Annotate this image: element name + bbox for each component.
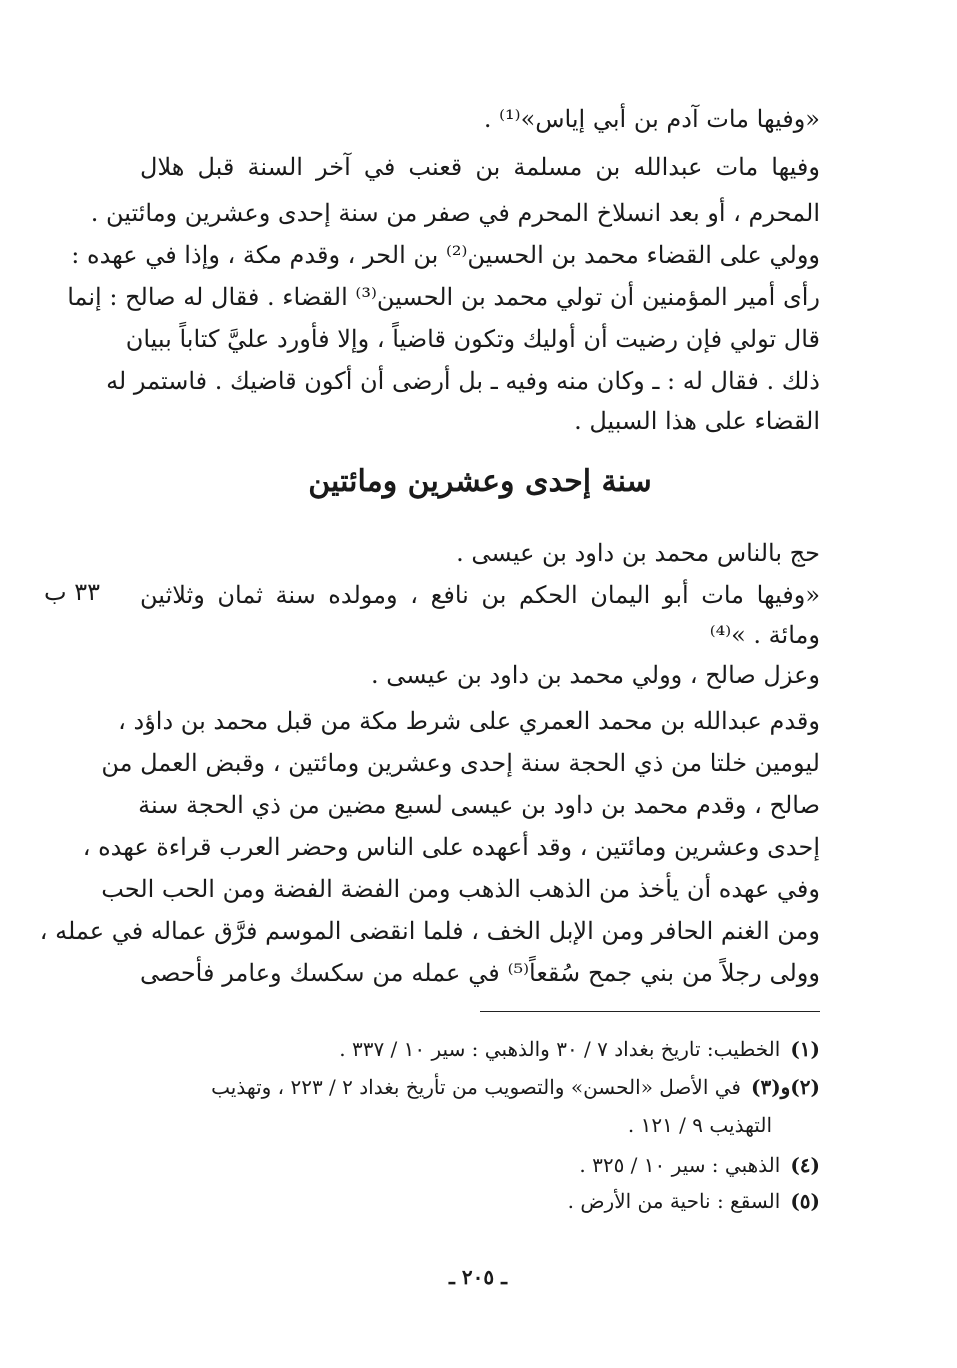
- text-line: وقدم عبدالله بن محمد العمري على شرط مكة من قبل محمد بن داؤد ،: [118, 707, 820, 735]
- text-line: رأى أمير المؤمنين أن تولي محمد بن الحسين⁽³⁾ القضاء . فقال له صالح : إنما: [67, 283, 820, 311]
- text-line: وفيها مات عبدالله بن مسلمة بن قعنب في آخر السنة قبل هلال: [140, 153, 820, 181]
- text-line: إحدى وعشرين ومائتين ، وقد أعهده على الناس وحضر العرب قراءة عهده ،: [82, 833, 820, 861]
- footnote: [180, 1070, 820, 1104]
- text-line: ومن الغنم الحافر ومن الإبل الخف ، فلما انقضى الموسم فرَّق عماله في عمله ،: [39, 917, 820, 945]
- section-heading: سنة إحدى وعشرين ومائتين: [308, 464, 652, 499]
- text-line: ليومين خلتا من ذي الحجة سنة إحدى وعشرين ومائتين ، وقبض العمل من: [101, 749, 820, 777]
- footnote-continuation: [180, 1108, 820, 1142]
- footnote-text: السقع : ناحية من الأرض .: [567, 1189, 781, 1213]
- footnote-divider: [480, 1011, 820, 1012]
- text-line: المحرم ، أو بعد انسلاخ المحرم في صفر من سنة إحدى وعشرين ومائتين .: [90, 199, 820, 227]
- text-line: وعزل صالح ، وولي محمد بن داود بن عيسى .: [371, 661, 820, 689]
- text-line: «وفيها مات آدم بن أبي إياس»⁽¹⁾ .: [483, 105, 820, 133]
- text-line: وولى رجلاً من بني جمح سُقعاً⁽⁵⁾ في عمله من سكسك وعامر فأحصى: [140, 959, 820, 987]
- footnote: [180, 1184, 820, 1218]
- footnote-number: (٤): [790, 1153, 820, 1177]
- text-line: قال تولي فإن رضيت أن أوليك وتكون قاضياً ، وإلا فأورد عليَّ كتاباً ببيان: [125, 325, 820, 353]
- text-line: صالح ، وقدم محمد بن داود بن عيسى لسبع مضين من ذي الحجة سنة: [138, 791, 820, 819]
- footnote-text: التهذيب ٩ / ١٢١ .: [627, 1113, 772, 1137]
- text-line: «وفيها مات أبو اليمان الحكم بن نافع ، ومولده سنة ثمان وثلاثين: [140, 581, 820, 609]
- footnote-text: الذهبي : سير ١٠ / ٣٢٥ .: [579, 1153, 781, 1177]
- text-line: وولي على القضاء محمد بن الحسين⁽²⁾ بن الحر ، وقدم مكة ، وإذا في عهده :: [71, 241, 820, 269]
- footnote-text: الخطيب: تاريخ بغداد ٧ / ٣٠ والذهبي : سير ١٠ / ٣٣٧ .: [339, 1037, 781, 1061]
- text-line: القضاء على هذا السبيل .: [574, 407, 820, 435]
- footnote-text: في الأصل «الحسن» والتصويب من تأريخ بغداد ٢ / ٢٢٣ ، وتهذيب: [211, 1075, 741, 1099]
- margin-folio-note: ٣٣ ب: [43, 578, 100, 606]
- footnote: [180, 1032, 820, 1066]
- footnote: [180, 1148, 820, 1182]
- text-line: ومائة . »⁽⁴⁾: [709, 621, 820, 649]
- text-line: ذلك . فقال له : ـ وكان منه وفيه ـ بل أرضى أن أكون قاضيك . فاستمر له: [106, 367, 820, 395]
- text-line: وفي عهده أن يأخذ من الذهب الذهب ومن الفضة الفضة ومن الحب الحب: [101, 875, 820, 903]
- footnote-number: (٢)و(٣): [750, 1075, 820, 1099]
- page-number: ـ ٢٠٥ ـ: [449, 1265, 507, 1289]
- footnote-number: (١): [790, 1037, 820, 1061]
- footnote-number: (٥): [790, 1189, 820, 1213]
- text-line: حج بالناس محمد بن داود بن عيسى .: [456, 539, 820, 567]
